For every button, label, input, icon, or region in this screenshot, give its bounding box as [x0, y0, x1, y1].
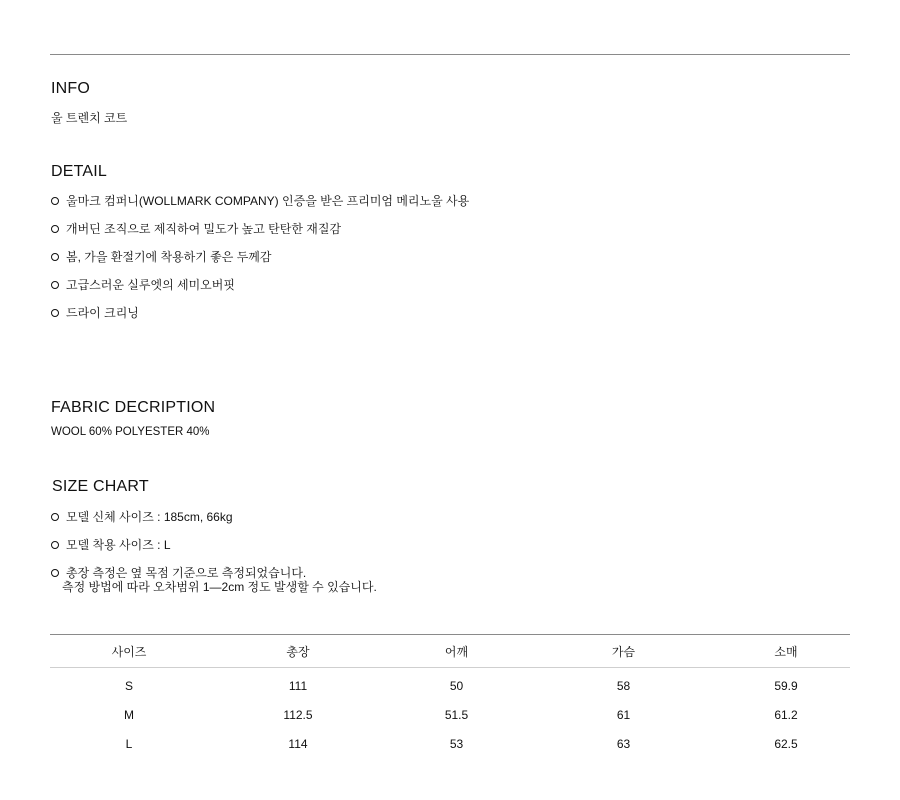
info-heading: INFO [51, 80, 91, 97]
table-cell: S [124, 678, 133, 693]
product-name: 울 트렌치 코트 [51, 111, 128, 125]
size-note [51, 536, 171, 553]
bullet-circle-icon [51, 309, 59, 317]
bullet-circle-icon [51, 513, 59, 521]
fabric-composition: WOOL 60% POLYESTER 40% [51, 426, 210, 438]
table-cell: 51.5 [444, 707, 469, 722]
detail-item [51, 220, 341, 237]
table-row [50, 700, 850, 729]
table-row [50, 729, 850, 758]
detail-item-text: 개버딘 조직으로 제직하여 밀도가 높고 탄탄한 재질감 [66, 222, 342, 236]
table-cell: M [124, 707, 134, 722]
detail-item [51, 276, 235, 293]
size-note-continuation: 측정 방법에 따라 오차범위 1—2cm 정도 발생할 수 있습니다. [62, 580, 377, 594]
table-cell: 53 [449, 736, 464, 751]
top-divider [50, 54, 850, 55]
table-cell: 112.5 [283, 707, 313, 722]
detail-item-text: 봄, 가을 환절기에 착용하기 좋은 두께감 [66, 250, 272, 264]
detail-item [51, 248, 271, 265]
detail-item-text: 울마크 컴퍼니(WOLLMARK COMPANY) 인증을 받은 프리미엄 메리노울 사용 [66, 194, 470, 208]
table-cell: 62.5 [774, 736, 798, 751]
size-table [50, 634, 850, 758]
bullet-circle-icon [51, 225, 59, 233]
size-chart-heading: SIZE CHART [52, 478, 149, 495]
table-cell: 61 [616, 707, 631, 722]
column-header: 사이즈 [50, 635, 208, 668]
bullet-circle-icon [51, 541, 59, 549]
table-cell: 61.2 [774, 707, 798, 722]
table-cell: 63 [616, 736, 631, 751]
size-note-text: 모델 신체 사이즈 : 185cm, 66kg [66, 510, 233, 524]
size-note-text: 모델 착용 사이즈 : L [66, 538, 171, 552]
bullet-circle-icon [51, 197, 59, 205]
table-cell: 114 [288, 736, 308, 751]
detail-item [51, 304, 139, 321]
table-cell: 59.9 [774, 678, 798, 693]
column-header: 소매 [722, 635, 850, 668]
bullet-circle-icon [51, 281, 59, 289]
table-cell: 58 [616, 678, 631, 693]
detail-item-text: 고급스러운 실루엣의 세미오버핏 [66, 278, 235, 292]
detail-item [51, 192, 469, 209]
detail-heading: DETAIL [51, 163, 108, 180]
column-header: 가슴 [525, 635, 722, 668]
size-note [51, 508, 233, 525]
size-note-text: 총장 측정은 옆 목점 기준으로 측정되었습니다. [66, 566, 307, 580]
table-cell: L [125, 736, 133, 751]
table-cell: 50 [449, 678, 464, 693]
column-header: 총장 [208, 635, 388, 668]
detail-item-text: 드라이 크리닝 [66, 306, 139, 320]
column-header: 어깨 [388, 635, 525, 668]
bullet-circle-icon [51, 569, 59, 577]
fabric-heading: FABRIC DECRIPTION [51, 399, 216, 416]
size-table-header [50, 635, 850, 668]
bullet-circle-icon [51, 253, 59, 261]
table-row [50, 668, 850, 701]
table-cell: 111 [288, 678, 308, 693]
